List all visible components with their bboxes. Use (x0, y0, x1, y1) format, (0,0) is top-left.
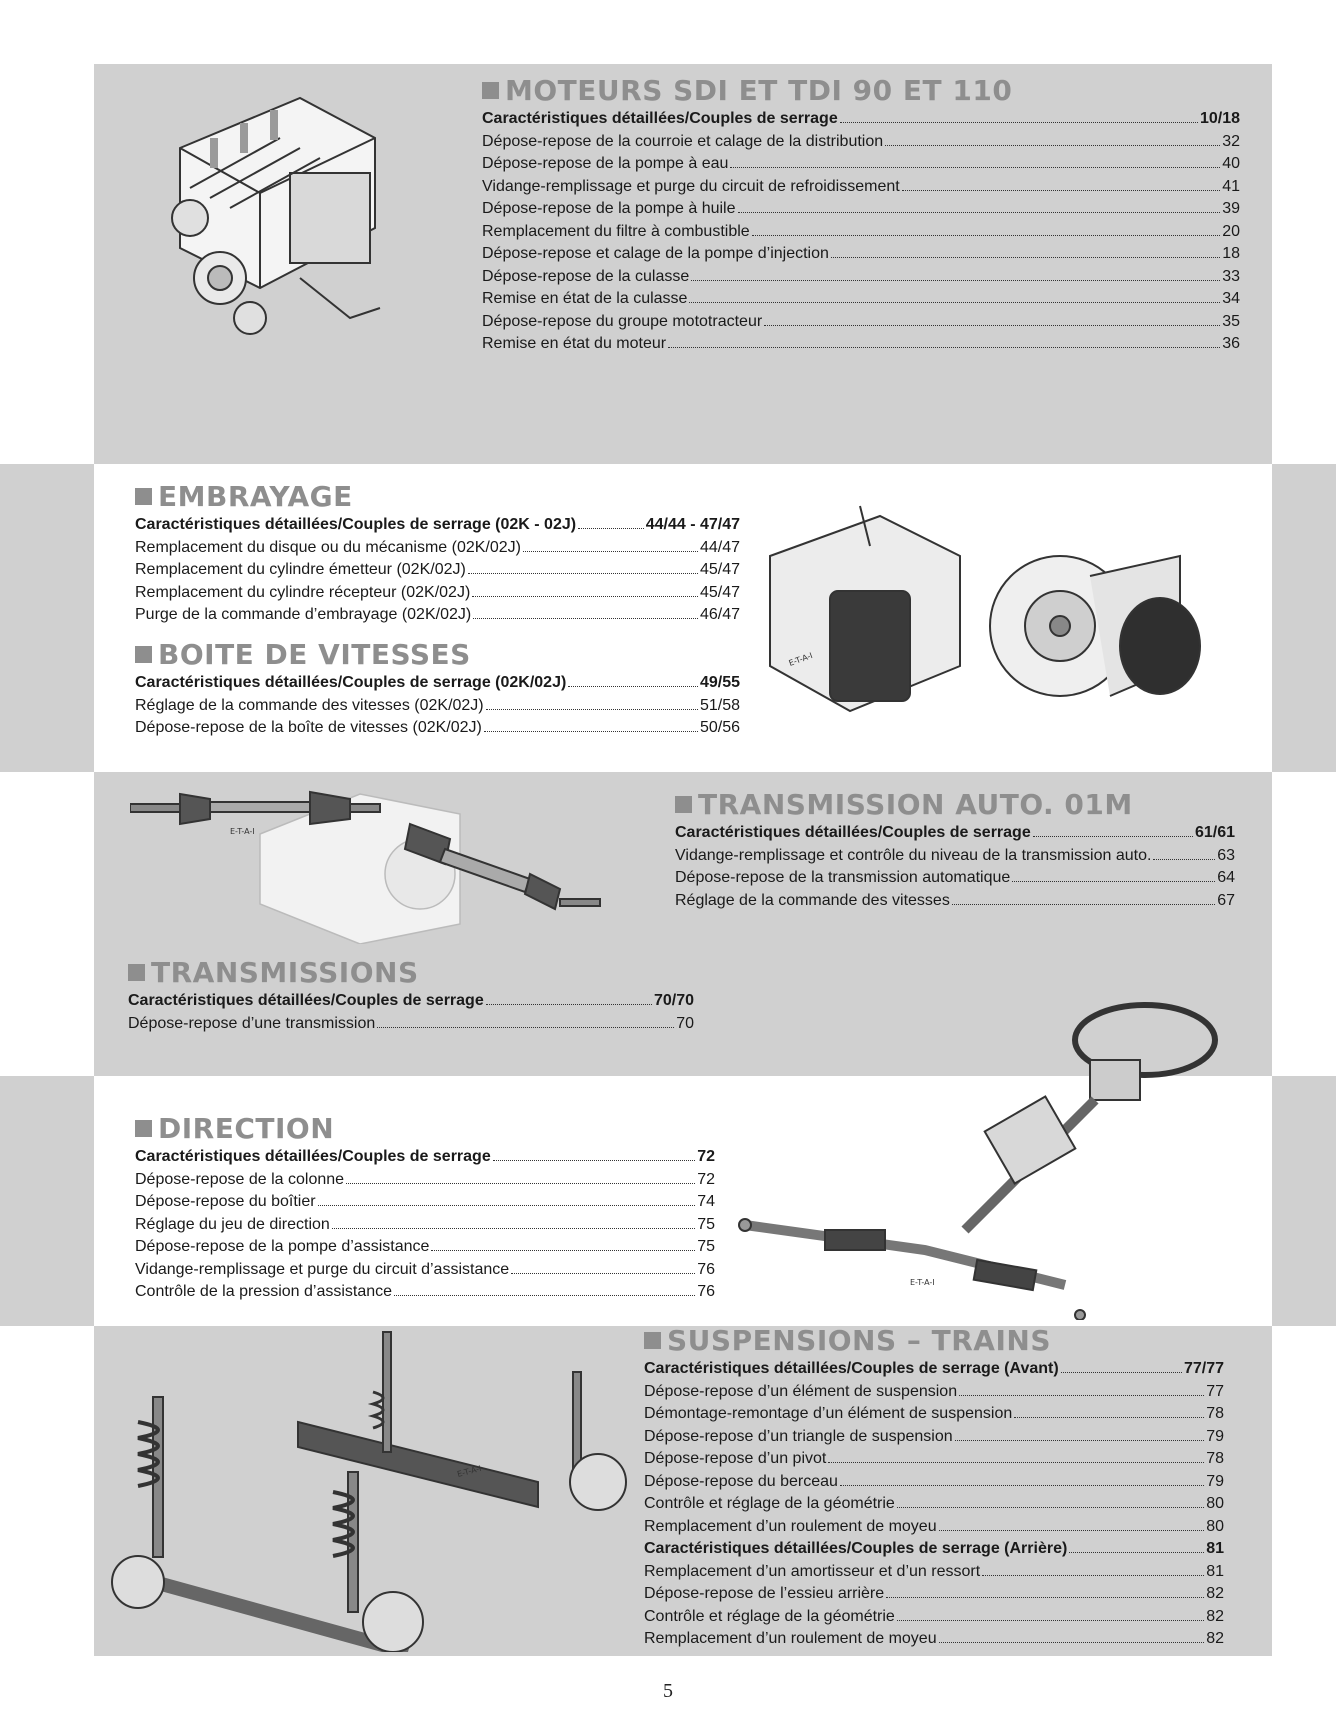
toc-entry-page: 32 (1222, 132, 1240, 150)
toc-entry-page: 77 (1206, 1382, 1224, 1400)
dot-leader (897, 1507, 1204, 1508)
toc-entry (644, 1403, 1224, 1426)
toc-entry-label: Dépose-repose et calage de la pompe d’injection (482, 245, 829, 262)
toc-entry (135, 695, 740, 718)
toc-entry (135, 717, 740, 740)
toc-entry (675, 867, 1235, 890)
toc-entry-label: Remplacement d’un amortisseur et d’un ressort (644, 1562, 981, 1580)
toc-entry-page: 10/18 (1199, 110, 1240, 127)
toc-entry-page: 70 (676, 1014, 694, 1032)
square-bullet-icon (675, 796, 692, 813)
square-bullet-icon (135, 1120, 152, 1137)
dot-leader (955, 1440, 1205, 1441)
etai-mark-suspension: E-T-A-I (456, 1463, 483, 1479)
toc-entry (482, 288, 1240, 311)
toc-entry-page: 78 (1206, 1450, 1224, 1467)
toc-entry-page: 46/47 (699, 606, 740, 623)
section-transmissions (128, 958, 694, 1035)
dot-leader (486, 709, 698, 710)
toc-entry-label: Dépose-repose de la pompe à eau (482, 155, 729, 172)
toc-entry-label: Remplacement du filtre à combustible (482, 222, 750, 240)
page-number: 5 (663, 1680, 673, 1702)
toc-entry (644, 1583, 1224, 1606)
dot-leader (484, 731, 698, 732)
toc-entry (482, 176, 1240, 199)
toc-entry-label: Remise en état du moteur (482, 335, 667, 352)
toc-entry-label: Remplacement du cylindre récepteur (02K/02J) (135, 583, 471, 601)
dot-leader (1153, 859, 1215, 860)
toc-entry-page: 39 (1222, 200, 1240, 217)
toc-entry-page: 82 (1206, 1585, 1224, 1602)
toc-entry (644, 1471, 1224, 1494)
toc-entry-label: Dépose-repose d’une transmission (128, 1014, 376, 1032)
toc-entry (482, 153, 1240, 176)
dot-leader (318, 1205, 696, 1206)
dot-leader (1069, 1552, 1204, 1553)
toc-entry-page: 78 (1206, 1405, 1224, 1422)
toc-entry (644, 1493, 1224, 1516)
etai-mark-shaft: E-T-A-I (230, 827, 255, 836)
toc-list (135, 672, 740, 740)
toc-entry-label: Dépose-repose de la boîte de vitesses (02K/02J) (135, 719, 482, 736)
section-title: BOITE DE VITESSES (135, 640, 740, 670)
toc-entry (644, 1561, 1224, 1584)
toc-entry (135, 1169, 715, 1192)
toc-entry-page: 51/58 (699, 696, 740, 714)
toc-entry-page: 72 (697, 1148, 715, 1165)
toc-entry-label: Caractéristiques détaillées/Couples de serrage (128, 992, 484, 1009)
dot-leader (831, 257, 1220, 258)
toc-entry-label: Dépose-repose d’un pivot (644, 1450, 827, 1467)
steering-illustration (735, 1000, 1225, 1320)
dot-leader (472, 596, 698, 597)
toc-entry-page: 74 (697, 1193, 715, 1210)
toc-entry-page: 75 (697, 1215, 715, 1233)
toc-entry-page: 82 (1206, 1630, 1224, 1647)
dot-leader (952, 904, 1215, 905)
dot-leader (939, 1530, 1205, 1531)
suspension-illustration (108, 1322, 628, 1652)
toc-entry (128, 990, 694, 1013)
dot-leader (668, 347, 1220, 348)
toc-entry-page: 18 (1222, 245, 1240, 262)
toc-entry-label: Purge de la commande d’embrayage (02K/02J) (135, 606, 472, 623)
toc-entry-page: 34 (1222, 290, 1240, 307)
toc-entry-label: Vidange-remplissage et contrôle du niveau de la transmission auto. (675, 846, 1152, 864)
toc-entry (482, 108, 1240, 131)
toc-entry-page: 49/55 (699, 674, 740, 691)
toc-entry (644, 1426, 1224, 1449)
dot-leader (730, 167, 1220, 168)
toc-entry-label: Dépose-repose de la pompe d’assistance (135, 1238, 430, 1255)
toc-entry-page: 20 (1222, 222, 1240, 240)
dot-leader (1061, 1372, 1182, 1373)
dot-leader (959, 1395, 1204, 1396)
toc-entry (135, 604, 740, 627)
section-direction (135, 1114, 715, 1304)
toc-entry (128, 1013, 694, 1036)
toc-entry (135, 1146, 715, 1169)
band-right-edge-1 (1272, 464, 1336, 772)
dot-leader (1014, 1417, 1204, 1418)
toc-entry-page: 75 (697, 1238, 715, 1255)
dot-leader (752, 235, 1221, 236)
toc-entry-page: 44/44 - 47/47 (645, 516, 740, 533)
toc-entry-label: Dépose-repose de la pompe à huile (482, 200, 736, 217)
toc-entry-page: 80 (1206, 1517, 1224, 1535)
dot-leader (828, 1462, 1204, 1463)
toc-entry-label: Caractéristiques détaillées/Couples de serrage (02K/02J) (135, 674, 567, 691)
toc-entry-page: 63 (1217, 846, 1235, 864)
dot-leader (511, 1273, 695, 1274)
toc-entry (482, 266, 1240, 289)
section-boite-vitesses (135, 640, 740, 740)
toc-entry-label: Dépose-repose de la transmission automatique (675, 869, 1011, 886)
toc-entry-label: Réglage de la commande des vitesses (675, 891, 950, 909)
toc-entry (135, 1236, 715, 1259)
square-bullet-icon (135, 646, 152, 663)
toc-entry-page: 76 (697, 1283, 715, 1300)
toc-entry (644, 1358, 1224, 1381)
section-title: SUSPENSIONS – TRAINS (644, 1326, 1224, 1356)
dot-leader (468, 573, 698, 574)
toc-list (482, 108, 1240, 356)
toc-entry (135, 1214, 715, 1237)
dot-leader (902, 190, 1221, 191)
toc-entry (644, 1448, 1224, 1471)
toc-entry-page: 70/70 (653, 992, 694, 1009)
dot-leader (1033, 836, 1193, 837)
dot-leader (939, 1642, 1205, 1643)
toc-entry-label: Réglage du jeu de direction (135, 1215, 330, 1233)
toc-entry-page: 80 (1206, 1495, 1224, 1512)
toc-entry-label: Dépose-repose d’un élément de suspension (644, 1382, 958, 1400)
toc-entry-label: Caractéristiques détaillées/Couples de serrage (Avant) (644, 1360, 1059, 1377)
dot-leader (473, 618, 698, 619)
band-left-edge-2 (0, 1076, 94, 1326)
driveshaft-illustration (130, 774, 630, 944)
toc-entry-label: Dépose-repose du boîtier (135, 1193, 316, 1210)
dot-leader (689, 302, 1220, 303)
toc-entry-page: 77/77 (1183, 1360, 1224, 1377)
toc-entry-page: 44/47 (699, 538, 740, 556)
toc-entry-page: 72 (697, 1170, 715, 1188)
toc-entry-label: Remplacement du cylindre émetteur (02K/02J) (135, 561, 466, 578)
dot-leader (346, 1183, 695, 1184)
dot-leader (840, 1485, 1204, 1486)
toc-entry-page: 50/56 (699, 719, 740, 736)
toc-entry-label: Dépose-repose de la colonne (135, 1170, 345, 1188)
toc-entry-label: Remplacement du disque ou du mécanisme (02K/02J) (135, 538, 521, 556)
square-bullet-icon (482, 82, 499, 99)
toc-entry (675, 845, 1235, 868)
toc-entry-page: 33 (1222, 267, 1240, 285)
toc-entry-label: Vidange-remplissage et purge du circuit d’assistance (135, 1260, 510, 1278)
toc-entry-page: 67 (1217, 891, 1235, 909)
toc-entry-page: 36 (1222, 335, 1240, 352)
toc-entry-label: Dépose-repose d’un triangle de suspension (644, 1427, 953, 1445)
dot-leader (691, 280, 1220, 281)
toc-entry-page: 79 (1206, 1472, 1224, 1490)
dot-leader (886, 1597, 1204, 1598)
dot-leader (394, 1295, 695, 1296)
toc-entry-label: Remplacement d’un roulement de moyeu (644, 1630, 937, 1647)
toc-entry-label: Dépose-repose du groupe mototracteur (482, 312, 763, 330)
toc-list (135, 514, 740, 627)
dot-leader (764, 325, 1220, 326)
toc-entry-label: Dépose-repose du berceau (644, 1472, 838, 1490)
toc-entry-page: 35 (1222, 312, 1240, 330)
etai-mark-steering: E-T-A-I (910, 1278, 935, 1287)
section-moteurs (482, 76, 1240, 356)
toc-entry-label: Contrôle de la pression d’assistance (135, 1283, 393, 1300)
toc-entry-label: Remise en état de la culasse (482, 290, 688, 307)
square-bullet-icon (128, 964, 145, 981)
toc-entry-page: 76 (697, 1260, 715, 1278)
toc-entry (135, 514, 740, 537)
dot-leader (982, 1575, 1204, 1576)
dot-leader (493, 1160, 695, 1161)
toc-entry-label: Caractéristiques détaillées/Couples de serrage (675, 824, 1031, 841)
dot-leader (885, 145, 1220, 146)
toc-list (128, 990, 694, 1035)
toc-entry-label: Vidange-remplissage et purge du circuit de refroidissement (482, 177, 900, 195)
section-title: TRANSMISSIONS (128, 958, 694, 988)
toc-list (135, 1146, 715, 1304)
toc-entry-label: Contrôle et réglage de la géométrie (644, 1495, 895, 1512)
toc-list (675, 822, 1235, 912)
toc-entry (135, 559, 740, 582)
section-suspensions (644, 1326, 1224, 1651)
dot-leader (377, 1027, 674, 1028)
section-title: TRANSMISSION AUTO. 01M (675, 790, 1235, 820)
toc-entry-label: Caractéristiques détaillées/Couples de serrage (135, 1148, 491, 1165)
toc-entry-label: Caractéristiques détaillées/Couples de serrage (Arrière) (644, 1540, 1068, 1557)
dot-leader (578, 528, 644, 529)
dot-leader (840, 122, 1198, 123)
toc-entry (482, 333, 1240, 356)
toc-entry-page: 61/61 (1194, 824, 1235, 841)
dot-leader (897, 1620, 1204, 1621)
toc-entry-page: 45/47 (699, 561, 740, 578)
dot-leader (738, 212, 1221, 213)
band-right-edge-2 (1272, 1076, 1336, 1326)
toc-entry-label: Dépose-repose de la courroie et calage de la distribution (482, 132, 884, 150)
toc-entry-label: Remplacement d’un roulement de moyeu (644, 1517, 937, 1535)
dot-leader (568, 686, 698, 687)
dot-leader (486, 1004, 652, 1005)
toc-entry-label: Démontage-remontage d’un élément de suspension (644, 1405, 1013, 1422)
dot-leader (431, 1250, 695, 1251)
section-transmission-auto (675, 790, 1235, 912)
gearbox-illustration (760, 496, 1210, 746)
band-left-edge-1 (0, 464, 94, 772)
dot-leader (523, 551, 698, 552)
toc-entry-label: Contrôle et réglage de la géométrie (644, 1607, 895, 1625)
toc-entry-label: Réglage de la commande des vitesses (02K/02J) (135, 696, 484, 714)
engine-illustration (150, 78, 400, 348)
toc-entry-page: 41 (1222, 177, 1240, 195)
toc-entry (644, 1381, 1224, 1404)
toc-entry (644, 1628, 1224, 1651)
toc-entry-page: 40 (1222, 155, 1240, 172)
toc-entry (135, 582, 740, 605)
toc-entry-label: Dépose-repose de l’essieu arrière (644, 1585, 885, 1602)
section-title: DIRECTION (135, 1114, 715, 1144)
section-embrayage (135, 482, 740, 627)
etai-mark: E-T-A-I (787, 650, 814, 668)
toc-entry (135, 537, 740, 560)
toc-entry (482, 243, 1240, 266)
toc-entry-page: 81 (1206, 1540, 1224, 1557)
toc-entry (675, 890, 1235, 913)
toc-entry (644, 1538, 1224, 1561)
toc-entry (135, 1191, 715, 1214)
square-bullet-icon (644, 1332, 661, 1349)
toc-entry (482, 131, 1240, 154)
dot-leader (332, 1228, 695, 1229)
section-title: MOTEURS SDI ET TDI 90 ET 110 (482, 76, 1240, 106)
toc-entry (675, 822, 1235, 845)
toc-entry (135, 1259, 715, 1282)
square-bullet-icon (135, 488, 152, 505)
toc-entry (644, 1516, 1224, 1539)
toc-entry (482, 221, 1240, 244)
toc-entry (644, 1606, 1224, 1629)
toc-entry-label: Caractéristiques détaillées/Couples de serrage (02K - 02J) (135, 516, 577, 533)
dot-leader (1012, 881, 1215, 882)
toc-entry-page: 81 (1206, 1562, 1224, 1580)
toc-entry (135, 1281, 715, 1304)
toc-entry-label: Caractéristiques détaillées/Couples de serrage (482, 110, 838, 127)
toc-entry (482, 198, 1240, 221)
toc-entry-page: 79 (1206, 1427, 1224, 1445)
toc-list (644, 1358, 1224, 1651)
section-title: EMBRAYAGE (135, 482, 740, 512)
toc-entry (482, 311, 1240, 334)
toc-entry-page: 64 (1217, 869, 1235, 886)
toc-entry-page: 82 (1206, 1607, 1224, 1625)
toc-entry-page: 45/47 (699, 583, 740, 601)
toc-entry-label: Dépose-repose de la culasse (482, 267, 690, 285)
toc-entry (135, 672, 740, 695)
